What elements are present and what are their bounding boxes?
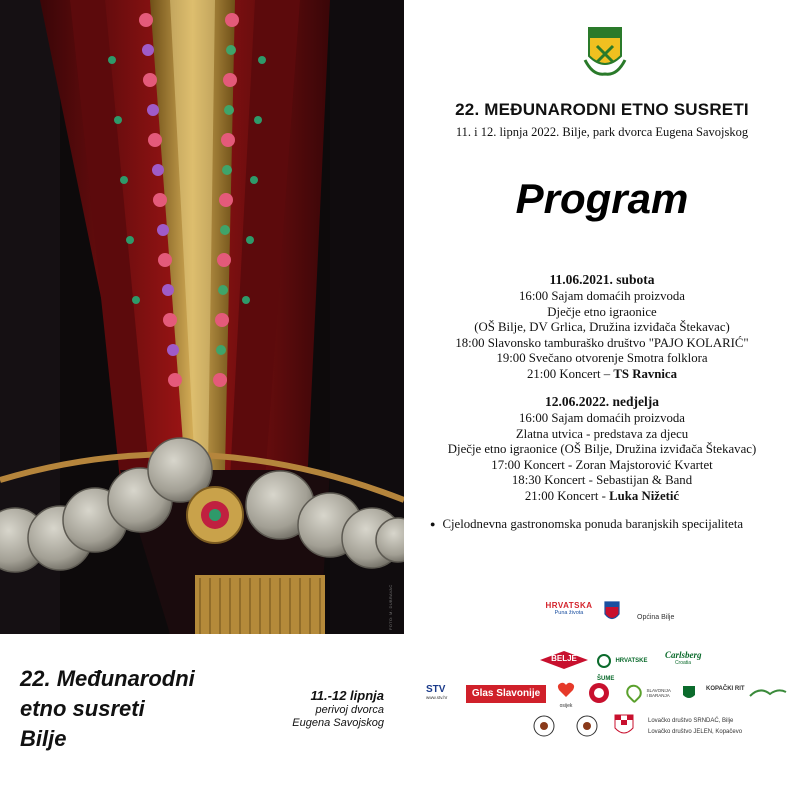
gastronomy-note <box>430 517 743 532</box>
day-schedule <box>404 393 800 505</box>
schedule-item: 18:00 Slavonsko tamburaško društvo "PAJO KOLARIĆ" <box>455 335 749 350</box>
footer-title <box>20 664 250 754</box>
sponsor-hrvatske-sume-text: HRVATSKE ŠUME <box>597 657 648 682</box>
sponsor-hrvatska-logo <box>545 601 593 616</box>
bullet-icon: ● <box>430 519 436 529</box>
schedule-item: 18:30 Koncert - Sebastijan & Band <box>511 473 693 488</box>
leaf-icon <box>597 654 611 668</box>
sponsor-hrvatska-sub: Puna života <box>554 610 584 616</box>
heart-outline-icon <box>623 682 645 704</box>
emblem-icon <box>682 685 696 701</box>
hunting-society-2: Lovačko društvo JELEN, Kopačevo <box>648 729 743 735</box>
footer-location: Eugena Savojskog <box>292 717 384 729</box>
sponsor-stv <box>426 684 458 700</box>
sponsor-slavonija-baranja-text: SLAVONIJA I BARANJA <box>646 687 671 698</box>
society-badge-icon <box>574 715 600 737</box>
sponsor-stv-text: STV <box>426 684 446 695</box>
schedule-item: 16:00 Sajam domaćih proizvoda <box>519 289 685 303</box>
sponsor-belje-logo <box>538 650 590 670</box>
sponsor-opcina-bilje <box>637 606 697 624</box>
schedule-item: Dječje etno igraonice (OŠ Bilje, Družina izviđača Štekavac) <box>447 442 757 457</box>
sponsor-carlsberg-text: Carlsberg <box>665 650 702 660</box>
schedule-item: 21:00 Koncert – TS Ravnica <box>526 366 678 381</box>
footer-title-line: etno susreti <box>20 696 145 721</box>
sponsor-stv-url: www.stv.hr <box>426 695 448 700</box>
footer-title-line: Bilje <box>20 726 67 751</box>
schedule-item: 16:00 Sajam domaćih proizvoda <box>519 411 685 425</box>
bird-icon <box>748 684 788 700</box>
footer-date-location <box>256 688 384 730</box>
sponsor-belje-text: BELJE <box>551 654 577 663</box>
society-badge-icon <box>531 715 557 737</box>
event-title: 22. MEĐUNARODNI ETNO SUSRETI <box>455 100 749 119</box>
schedule-item: 19:00 Svečano otvorenje Smotra folklora <box>496 351 708 366</box>
schedule-item: Zlatna utvica - predstava za djecu <box>515 426 689 441</box>
municipality-logo <box>583 22 627 78</box>
folk-costume-photo <box>0 0 404 634</box>
costume-illustration <box>0 0 404 634</box>
program-heading: Program <box>515 175 689 222</box>
sponsor-opcina-bilje-text: Općina Bilje <box>637 614 675 621</box>
footer-title-line: 22. Međunarodni <box>20 666 195 691</box>
sponsor-osijek-text: osijek <box>559 703 573 709</box>
day-heading: 12.06.2022. nedjelja <box>545 394 659 409</box>
heart-icon <box>557 682 575 698</box>
schedule-item: Dječje etno igraonice <box>547 304 657 319</box>
sponsor-kopacki-rit-text: KOPAČKI RIT <box>706 686 745 692</box>
schedule-item: (OŠ Bilje, DV Grlica, Družina izviđača Štekavac) <box>474 320 730 335</box>
coat-of-arms-icon <box>604 601 620 623</box>
sponsor-osijek <box>553 682 579 709</box>
sponsor-carlsberg-sub: Croatia <box>674 660 692 666</box>
checkered-shield-icon <box>614 714 634 738</box>
sponsor-hrvatska-text: HRVATSKA <box>545 601 593 610</box>
event-subtitle: 11. i 12. lipnja 2022. Bilje, park dvorca Eugena Savojskog <box>455 125 749 139</box>
sponsor-slavonija-baranja <box>626 684 674 702</box>
sponsor-carlsberg <box>665 650 701 666</box>
hunting-society-1: Lovačko društvo SRNDAĆ, Bilje <box>648 718 734 724</box>
footer-location: perivoj dvorca <box>315 704 384 716</box>
seal-icon <box>588 682 610 704</box>
sponsor-kopacki-rit <box>706 686 745 692</box>
day-schedule <box>404 271 800 383</box>
schedule-item: 21:00 Koncert - Luka Nižetić <box>524 488 680 503</box>
sponsor-glas-slavonije <box>466 685 546 703</box>
hunting-societies <box>648 716 778 738</box>
note-text: Cjelodnevna gastronomska ponuda baranjskih specijaliteta <box>442 517 744 531</box>
sponsor-glas-slavonije-text: Glas Slavonije <box>471 688 541 699</box>
footer-date: 11.-12 lipnja <box>310 688 384 703</box>
photo-credit: FOTO: M. DUBRAVAC <box>388 584 393 630</box>
day-heading: 11.06.2021. subota <box>549 272 655 287</box>
schedule-item: 17:00 Koncert - Zoran Majstorović Kvartet <box>491 457 713 472</box>
